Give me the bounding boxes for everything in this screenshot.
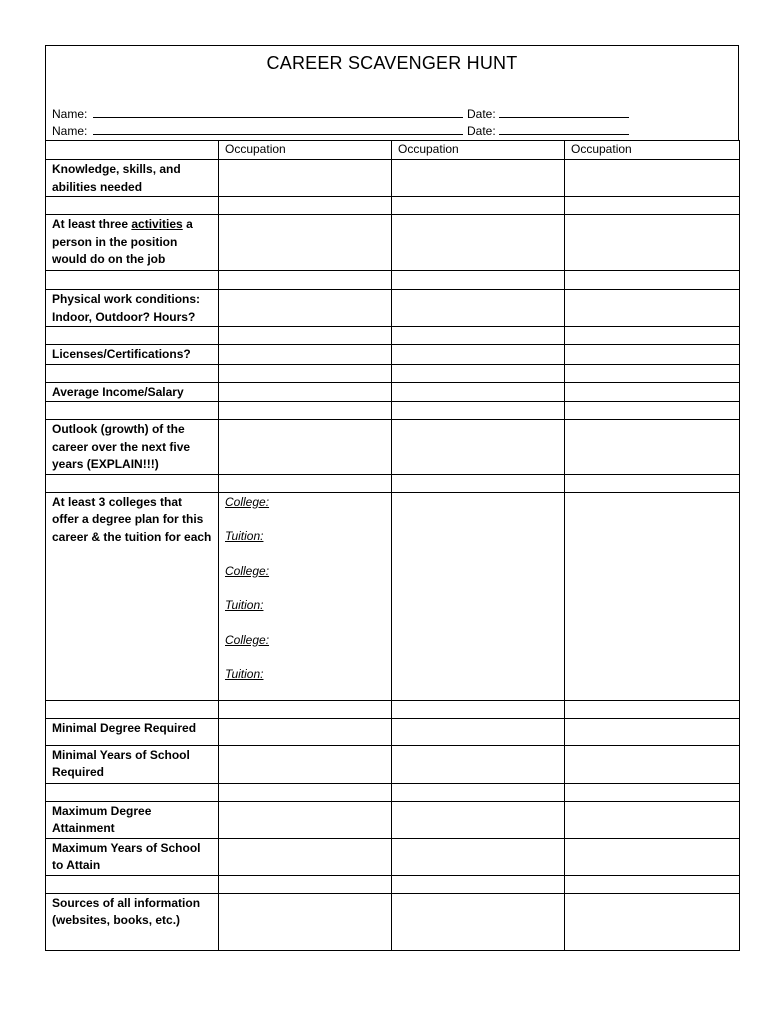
answer-cell[interactable] — [392, 745, 565, 783]
answer-cell[interactable] — [565, 801, 740, 838]
answer-cell[interactable] — [565, 492, 740, 700]
name-date-line-2 — [52, 124, 629, 138]
answer-cell[interactable] — [219, 420, 392, 475]
spacer-row — [46, 271, 740, 290]
answer-cell[interactable] — [565, 420, 740, 475]
spacer-cell — [219, 474, 392, 492]
row-label: Maximum Years of School to Attain — [46, 838, 219, 875]
spacer-cell — [46, 700, 219, 718]
tuition-prompt: Tuition: — [225, 529, 264, 543]
answer-cell[interactable] — [392, 382, 565, 402]
answer-cell[interactable] — [219, 893, 392, 950]
table-row — [46, 718, 740, 745]
name-label: Name: — [52, 107, 88, 121]
spacer-cell — [219, 197, 392, 215]
column-header: Occupation — [219, 141, 392, 160]
spacer-cell — [392, 197, 565, 215]
row-label: Sources of all information (websites, books, etc.) — [46, 893, 219, 950]
column-header: Occupation — [392, 141, 565, 160]
answer-cell[interactable] — [392, 420, 565, 475]
answer-cell[interactable] — [565, 215, 740, 271]
spacer-row — [46, 700, 740, 718]
answer-cell[interactable] — [392, 160, 565, 197]
table-row — [46, 420, 740, 475]
column-header: Occupation — [565, 141, 740, 160]
name-field-1[interactable] — [93, 107, 463, 118]
spacer-cell — [46, 271, 219, 290]
spacer-cell — [392, 364, 565, 382]
name-label: Name: — [52, 124, 88, 138]
row-label-text: At least three — [52, 217, 132, 231]
spacer-cell — [565, 402, 740, 420]
answer-cell[interactable] — [392, 345, 565, 365]
spacer-cell — [565, 783, 740, 801]
spacer-cell — [392, 402, 565, 420]
answer-cell[interactable] — [565, 160, 740, 197]
spacer-cell — [565, 875, 740, 893]
date-field-1[interactable] — [499, 107, 629, 118]
spacer-cell — [565, 364, 740, 382]
answer-cell[interactable] — [219, 290, 392, 327]
spacer-row — [46, 364, 740, 382]
table-row — [46, 893, 740, 950]
answer-cell[interactable] — [565, 382, 740, 402]
answer-cell[interactable] — [219, 215, 392, 271]
spacer-cell — [46, 327, 219, 345]
row-label: At least 3 colleges that offer a degree plan for this career & the tuition for each — [46, 492, 219, 700]
spacer-cell — [46, 783, 219, 801]
table-row — [46, 382, 740, 402]
answer-cell[interactable] — [219, 382, 392, 402]
row-label-emphasis: activities — [131, 217, 183, 231]
answer-cell[interactable] — [565, 290, 740, 327]
college-prompt: College: — [225, 632, 270, 647]
spacer-cell — [392, 271, 565, 290]
spacer-cell — [46, 197, 219, 215]
date-field-2[interactable] — [499, 124, 629, 135]
table-row — [46, 345, 740, 365]
spacer-cell — [219, 700, 392, 718]
spacer-row — [46, 197, 740, 215]
table-row — [46, 745, 740, 783]
answer-cell[interactable] — [392, 893, 565, 950]
tuition-prompt: Tuition: — [225, 598, 264, 612]
answer-cell[interactable] — [219, 718, 392, 745]
answer-cell[interactable] — [565, 345, 740, 365]
answer-cell[interactable] — [565, 838, 740, 875]
spacer-cell — [392, 474, 565, 492]
row-label: Minimal Years of School Required — [46, 745, 219, 783]
spacer-cell — [219, 783, 392, 801]
row-label: Maximum Degree Attainment — [46, 801, 219, 838]
spacer-row — [46, 875, 740, 893]
date-label: Date: — [467, 124, 496, 138]
spacer-cell — [392, 783, 565, 801]
answer-cell[interactable] — [392, 801, 565, 838]
spacer-row — [46, 327, 740, 345]
name-date-line-1 — [52, 107, 629, 121]
spacer-cell — [392, 875, 565, 893]
college-prompt: College: — [225, 494, 270, 509]
table-row — [46, 838, 740, 875]
table-row — [46, 215, 740, 271]
answer-cell[interactable] — [392, 492, 565, 700]
answer-cell[interactable] — [565, 893, 740, 950]
answer-cell[interactable] — [219, 345, 392, 365]
spacer-cell — [392, 700, 565, 718]
answer-cell[interactable] — [565, 745, 740, 783]
table-row — [46, 160, 740, 197]
spacer-cell — [46, 875, 219, 893]
name-field-2[interactable] — [93, 124, 463, 135]
spacer-cell — [219, 875, 392, 893]
answer-cell[interactable] — [219, 838, 392, 875]
answer-cell[interactable] — [565, 718, 740, 745]
spacer-cell — [565, 700, 740, 718]
page-title: CAREER SCAVENGER HUNT — [266, 53, 518, 73]
spacer-cell — [219, 327, 392, 345]
spacer-cell — [565, 271, 740, 290]
row-label: Physical work conditions: Indoor, Outdoor? Hours? — [46, 290, 219, 327]
spacer-row — [46, 783, 740, 801]
table-row — [46, 801, 740, 838]
row-label: Licenses/Certifications? — [46, 345, 219, 365]
worksheet-header — [45, 45, 739, 140]
spacer-cell — [219, 402, 392, 420]
table-row — [46, 492, 740, 700]
spacer-cell — [219, 271, 392, 290]
row-label-text: a person in the position would do on the job — [52, 217, 193, 266]
header-row — [46, 141, 740, 160]
date-label: Date: — [467, 107, 496, 121]
spacer-cell — [46, 402, 219, 420]
table-row — [46, 290, 740, 327]
answer-cell[interactable] — [392, 290, 565, 327]
spacer-cell — [46, 364, 219, 382]
answer-cell[interactable] — [392, 838, 565, 875]
spacer-cell — [392, 327, 565, 345]
spacer-row — [46, 402, 740, 420]
row-label: Minimal Degree Required — [46, 718, 219, 745]
row-label: Average Income/Salary — [46, 382, 219, 402]
answer-cell[interactable] — [219, 801, 392, 838]
row-label — [46, 215, 219, 271]
career-table — [45, 140, 740, 951]
worksheet — [45, 45, 739, 951]
college-cell[interactable] — [219, 492, 392, 700]
answer-cell[interactable] — [392, 215, 565, 271]
spacer-row — [46, 474, 740, 492]
answer-cell[interactable] — [219, 745, 392, 783]
tuition-prompt: Tuition: — [225, 667, 264, 681]
answer-cell[interactable] — [392, 718, 565, 745]
answer-cell[interactable] — [219, 160, 392, 197]
spacer-cell — [565, 327, 740, 345]
spacer-cell — [46, 474, 219, 492]
spacer-cell — [565, 474, 740, 492]
header-spacer-cell — [46, 141, 219, 160]
row-label: Outlook (growth) of the career over the next five years (EXPLAIN!!!) — [46, 420, 219, 475]
row-label: Knowledge, skills, and abilities needed — [46, 160, 219, 197]
spacer-cell — [219, 364, 392, 382]
college-prompt: College: — [225, 563, 270, 578]
spacer-cell — [565, 197, 740, 215]
